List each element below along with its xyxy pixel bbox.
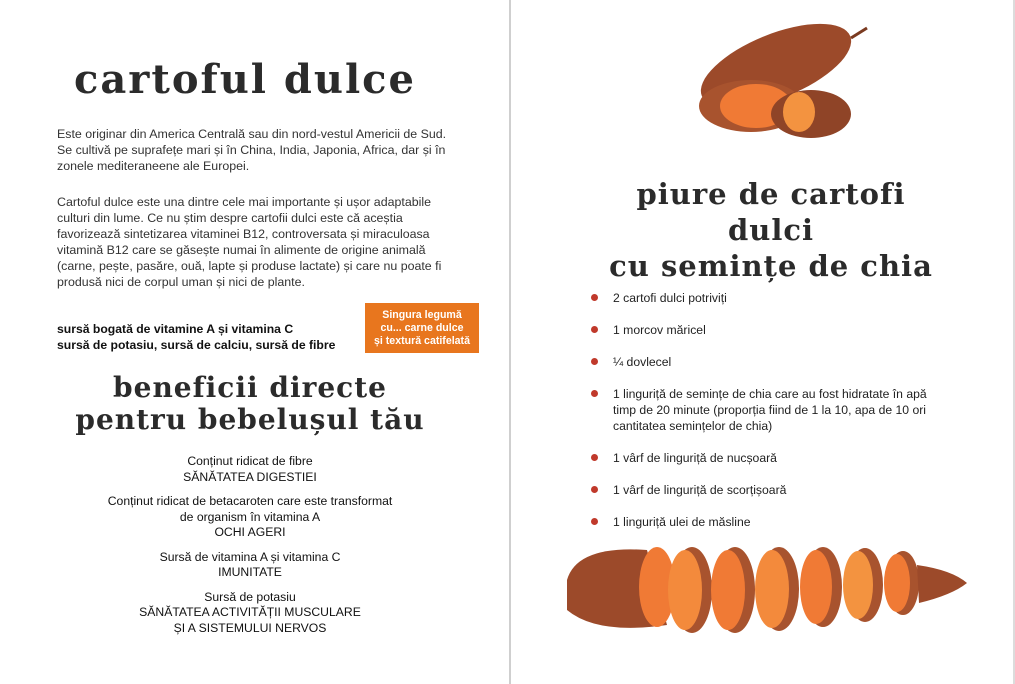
- highlight-callout: [365, 303, 479, 353]
- benefit-description: Sursă de potasiu: [204, 589, 296, 604]
- sliced-sweet-potato-image: [557, 535, 977, 645]
- benefit-result: ȘI A SISTEMULUI NERVOS: [173, 620, 327, 635]
- bullet-icon: [591, 390, 598, 397]
- benefit-item: [60, 454, 440, 485]
- ingredient-item: [591, 450, 951, 466]
- detail-paragraph: Cartoful dulce este una dintre cele mai importante și ușor adaptabile culturi din lume. Ce nu știm despre cartofii dulci este că aceștia favorizează sintetizarea vitaminei B12, controversata și miraculoasa vitamină B12 care se găsește numai în alimente de origine animală (carne, pește, pasăre, ouă, lapte și produse lactate) și care nu poate fi produsă nici de corpul uman și nici de plante.: [57, 195, 442, 289]
- bullet-icon: [591, 454, 598, 461]
- page-title: cartoful dulce: [74, 56, 416, 103]
- benefit-description: de organism în vitamina A: [179, 509, 321, 524]
- benefit-result: OCHI AGERI: [214, 525, 286, 539]
- benefits-title-line: pentru bebelușul tău: [75, 403, 425, 436]
- ingredient-text: 1 morcov măricel: [613, 323, 706, 337]
- recipe-title-line: cu semințe de chia: [609, 249, 933, 283]
- benefits-title-line: beneficii directe: [113, 371, 387, 404]
- bullet-icon: [591, 326, 598, 333]
- ingredient-text: 1 linguriță ulei de măsline: [613, 515, 751, 529]
- recipe-title-line: piure de cartofi dulci: [636, 177, 906, 247]
- callout-line: cu... carne dulce: [380, 321, 464, 334]
- benefit-item: [60, 550, 440, 581]
- ingredient-text: ¼ dovlecel: [613, 355, 672, 369]
- ingredient-item: [591, 354, 951, 370]
- bullet-icon: [591, 294, 598, 301]
- benefits-list: [60, 454, 440, 645]
- bullet-icon: [591, 518, 598, 525]
- ingredient-item: [591, 514, 951, 530]
- sweet-potato-image: [681, 14, 871, 139]
- ingredient-item: [591, 386, 951, 434]
- benefit-description: Sursă de vitamina A și vitamina C: [159, 549, 341, 564]
- ingredient-text: 1 vârf de linguriță de nucșoară: [613, 451, 777, 465]
- ingredients-list: [591, 290, 951, 546]
- recipe-title: [591, 176, 951, 284]
- ingredient-text: 1 vârf de linguriță de scorțișoară: [613, 483, 787, 497]
- benefit-description: Conținut ridicat de betacaroten care este transformat: [107, 494, 393, 508]
- bullet-icon: [591, 486, 598, 493]
- benefits-title: [70, 372, 430, 436]
- ingredient-item: [591, 290, 951, 306]
- benefit-item: [60, 590, 440, 637]
- ingredient-text: 1 linguriță de semințe de chia care au fost hidratate în apă timp de 20 minute (proporția fiind de 1 la 10, apa de 10 ori cantitatea semințelor de chia): [613, 387, 927, 433]
- source-line: sursă de potasiu, sursă de calciu, sursă de fibre: [57, 338, 336, 352]
- ingredient-text: 2 cartofi dulci potriviți: [613, 291, 727, 305]
- callout-line: Singura legumă: [382, 308, 462, 321]
- ingredient-item: [591, 482, 951, 498]
- benefit-result: IMUNITATE: [218, 565, 282, 579]
- benefit-description: Conținut ridicat de fibre: [187, 454, 313, 468]
- benefit-result: SĂNĂTATEA DIGESTIEI: [183, 469, 317, 484]
- benefit-result: SĂNĂTATEA ACTIVITĂȚII MUSCULARE: [139, 605, 361, 619]
- right-page: [511, 0, 1015, 684]
- nutrient-sources: [57, 321, 367, 353]
- benefit-item: [60, 494, 440, 541]
- callout-line: și textură catifelată: [374, 334, 470, 347]
- source-line: sursă bogată de vitamine A și vitamina C: [57, 322, 294, 336]
- intro-paragraph: Este originar din America Centrală sau din nord-vestul Americii de Sud. Se cultivă pe suprafețe mari și în China, India, Japonia, Africa, dar și în zonele mediteraneene ale Europei.: [57, 127, 447, 173]
- ingredient-item: [591, 322, 951, 338]
- bullet-icon: [591, 358, 598, 365]
